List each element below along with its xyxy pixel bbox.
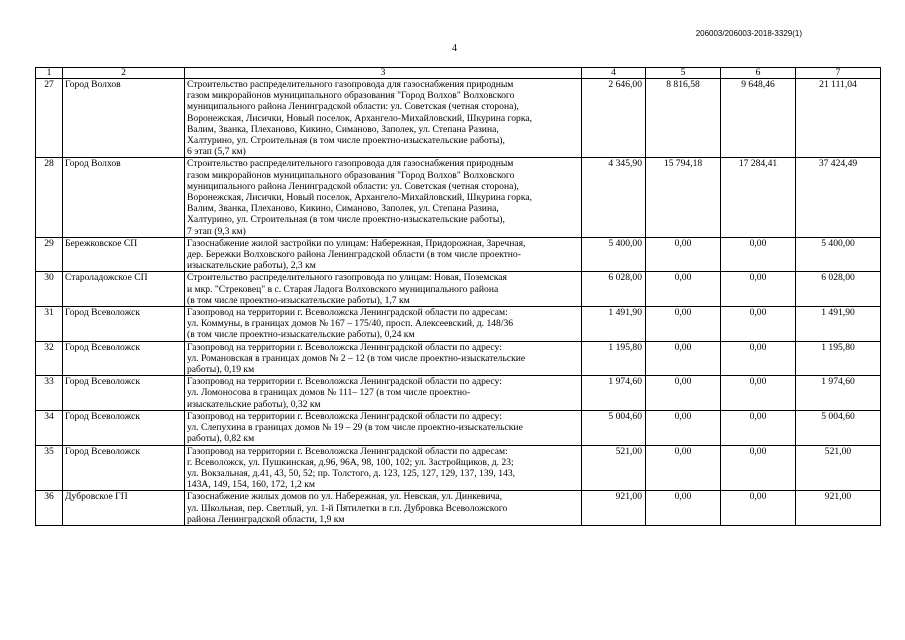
value-col7: 1 974,60 — [796, 376, 881, 411]
value-col7: 5 400,00 — [796, 237, 881, 272]
value-col6: 0,00 — [721, 491, 796, 526]
table-row — [36, 341, 881, 376]
value-col6: 9 648,46 — [721, 79, 796, 158]
description-line: дер. Бережки Волховского района Ленинградской области (в том числе проектно- — [187, 249, 521, 261]
table-row — [36, 445, 881, 491]
value-col5: 0,00 — [646, 376, 721, 411]
description-line: ул. Романовская в границах домов № 2 – 12 (в том числе проектно-изыскательские — [187, 352, 526, 364]
table-row — [36, 158, 881, 237]
table-row — [36, 237, 881, 272]
value-col4: 5 004,60 — [582, 410, 646, 445]
description-line: и мкр. "Стрековец" в с. Старая Ладога Волховского муниципального района — [187, 283, 499, 295]
value-col4: 4 345,90 — [582, 158, 646, 237]
description-line: ул. Коммуны, в границах домов № 167 – 175/40, просп. Алексеевский, д. 148/36 — [187, 318, 514, 330]
value-col6: 0,00 — [721, 410, 796, 445]
description-line: работы), 0,19 км — [187, 364, 255, 376]
table-row — [36, 307, 881, 342]
municipality-name: Город Всеволожск — [63, 307, 185, 342]
description-line: Газоснабжение жилых домов по ул. Набережная, ул. Невская, ул. Динкевича, — [187, 491, 503, 503]
description-line: ул. Школьная, пер. Светлый, ул. 1-й Пятилетки в г.п. Дубровка Всеволожского — [187, 502, 508, 514]
description-line: 143А, 149, 154, 160, 172, 1,2 км — [187, 479, 315, 491]
description-line: Газопровод на территории г. Всеволожска Ленинградской области по адресам: — [187, 445, 508, 457]
value-col5: 0,00 — [646, 341, 721, 376]
municipality-name: Город Всеволожск — [63, 376, 185, 411]
row-number: 33 — [36, 376, 63, 411]
column-header: 1 — [36, 68, 63, 79]
value-col7: 6 028,00 — [796, 272, 881, 307]
value-col4: 921,00 — [582, 491, 646, 526]
table-row — [36, 491, 881, 526]
column-header: 6 — [721, 68, 796, 79]
row-number: 36 — [36, 491, 63, 526]
description-line: Строительство распределительного газопровода для газоснабжения природным — [187, 79, 514, 90]
value-col6: 0,00 — [721, 376, 796, 411]
project-description — [185, 237, 582, 272]
value-col6: 0,00 — [721, 307, 796, 342]
description-line: Газопровод на территории г. Всеволожска Ленинградской области по адресу: — [187, 410, 502, 422]
value-col6: 17 284,41 — [721, 158, 796, 237]
value-col6: 0,00 — [721, 237, 796, 272]
value-col7: 1 195,80 — [796, 341, 881, 376]
description-line: муниципального района Ленинградской области: ул. Советская (четная сторона), — [187, 101, 519, 113]
description-line: газом микрорайонов муниципального образования "Город Волхов" Волховского — [187, 169, 515, 181]
description-line: Валим, Званка, Плеханово, Кикино, Симаново, Заполек, ул. Степана Разина, — [187, 203, 499, 215]
project-description — [185, 491, 582, 526]
value-col7: 921,00 — [796, 491, 881, 526]
description-line: Газопровод на территории г. Всеволожска Ленинградской области по адресу: — [187, 376, 502, 388]
description-line: изыскательские работы), 0,32 км — [187, 398, 321, 410]
description-line: ул. Вокзальная, д.41, 43, 50, 52; пр. Толстого, д. 123, 125, 127, 129, 137, 139, 143, — [187, 467, 516, 479]
description-line: ул. Ломоносова в границах домов № 111– 127 (в том числе проектно- — [187, 387, 471, 399]
value-col6: 0,00 — [721, 341, 796, 376]
project-description — [185, 410, 582, 445]
description-line: муниципального района Ленинградской области: ул. Советская (четная сторона), — [187, 180, 519, 192]
description-line: Халтурино, ул. Строительная (в том числе проектно-изыскательские работы), — [187, 135, 505, 147]
table-row — [36, 410, 881, 445]
value-col5: 0,00 — [646, 491, 721, 526]
municipality-name: Город Волхов — [63, 79, 185, 158]
value-col7: 5 004,60 — [796, 410, 881, 445]
row-number: 27 — [36, 79, 63, 158]
value-col4: 1 974,60 — [582, 376, 646, 411]
description-line: 6 этап (5,7 км) — [187, 146, 246, 158]
row-number: 31 — [36, 307, 63, 342]
description-line: 7 этап (9,3 км) — [187, 225, 246, 237]
description-line: района Ленинградской области, 1,9 км — [187, 513, 345, 525]
description-line: газом микрорайонов муниципального образования "Город Волхов" Волховского — [187, 90, 515, 102]
value-col4: 2 646,00 — [582, 79, 646, 158]
description-line: г. Всеволожск, ул. Пушкинская, д.96, 96А, 98, 100, 102; ул. Застройщиков, д. 23; — [187, 456, 514, 468]
row-number: 34 — [36, 410, 63, 445]
table-row — [36, 376, 881, 411]
value-col6: 0,00 — [721, 445, 796, 491]
description-line: Строительство распределительного газопровода для газоснабжения природным — [187, 158, 514, 170]
row-number: 29 — [36, 237, 63, 272]
description-line: Газопровод на территории г. Всеволожска Ленинградской области по адресу: — [187, 341, 502, 353]
value-col7: 37 424,49 — [796, 158, 881, 237]
project-description — [185, 79, 582, 158]
municipality-name: Город Всеволожск — [63, 341, 185, 376]
description-line: Воронежская, Лисички, Новый поселок, Архангело-Михайловский, Шкурина горка, — [187, 112, 532, 124]
document-id: 206003/206003-2018-3329(1) — [695, 29, 802, 38]
column-header: 7 — [796, 68, 881, 79]
project-description — [185, 307, 582, 342]
column-header: 2 — [63, 68, 185, 79]
value-col5: 0,00 — [646, 445, 721, 491]
value-col4: 1 195,80 — [582, 341, 646, 376]
value-col5: 15 794,18 — [646, 158, 721, 237]
description-line: Газопровод на территории г. Всеволожска Ленинградской области по адресам: — [187, 307, 508, 319]
project-description — [185, 158, 582, 237]
municipality-name: Дубровское ГП — [63, 491, 185, 526]
municipality-name: Город Волхов — [63, 158, 185, 237]
project-description — [185, 341, 582, 376]
row-number: 32 — [36, 341, 63, 376]
municipality-name: Город Всеволожск — [63, 410, 185, 445]
municipality-name: Город Всеволожск — [63, 445, 185, 491]
value-col4: 521,00 — [582, 445, 646, 491]
value-col7: 21 111,04 — [796, 79, 881, 158]
table-row — [36, 79, 881, 158]
value-col5: 8 816,58 — [646, 79, 721, 158]
description-line: Валим, Званка, Плеханово, Кикино, Симаново, Заполек, ул. Степана Разина, — [187, 123, 499, 135]
value-col4: 5 400,00 — [582, 237, 646, 272]
table-row — [36, 272, 881, 307]
value-col7: 521,00 — [796, 445, 881, 491]
value-col5: 0,00 — [646, 410, 721, 445]
value-col5: 0,00 — [646, 237, 721, 272]
row-number: 35 — [36, 445, 63, 491]
page-number: 4 — [452, 43, 457, 54]
project-description — [185, 376, 582, 411]
description-line: (в том числе проектно-изыскательские работы), 1,7 км — [187, 294, 410, 306]
row-number: 30 — [36, 272, 63, 307]
budget-table — [35, 67, 881, 526]
municipality-name: Староладожское СП — [63, 272, 185, 307]
value-col4: 6 028,00 — [582, 272, 646, 307]
project-description — [185, 445, 582, 491]
description-line: Воронежская, Лисички, Новый поселок, Архангело-Михайловский, Шкурина горка, — [187, 192, 532, 204]
column-header: 5 — [646, 68, 721, 79]
value-col7: 1 491,90 — [796, 307, 881, 342]
description-line: Строительство распределительного газопровода по улицам: Новая, Поземская — [187, 272, 507, 284]
description-line: работы), 0,82 км — [187, 433, 255, 445]
column-header: 4 — [582, 68, 646, 79]
description-line: (в том числе проектно-изыскательские работы), 0,24 км — [187, 329, 415, 341]
value-col4: 1 491,90 — [582, 307, 646, 342]
description-line: Халтурино, ул. Строительная (в том числе проектно-изыскательские работы), — [187, 214, 505, 226]
project-description — [185, 272, 582, 307]
column-header: 3 — [185, 68, 582, 79]
description-line: Газоснабжение жилой застройки по улицам: Набережная, Придорожная, Заречная, — [187, 237, 526, 249]
column-header-row — [36, 68, 881, 79]
value-col6: 0,00 — [721, 272, 796, 307]
description-line: ул. Слепухина в границах домов № 19 – 29 (в том числе проектно-изыскательские — [187, 422, 523, 434]
value-col5: 0,00 — [646, 307, 721, 342]
row-number: 28 — [36, 158, 63, 237]
value-col5: 0,00 — [646, 272, 721, 307]
description-line: изыскательские работы), 2,3 км — [187, 260, 316, 272]
municipality-name: Бережковское СП — [63, 237, 185, 272]
